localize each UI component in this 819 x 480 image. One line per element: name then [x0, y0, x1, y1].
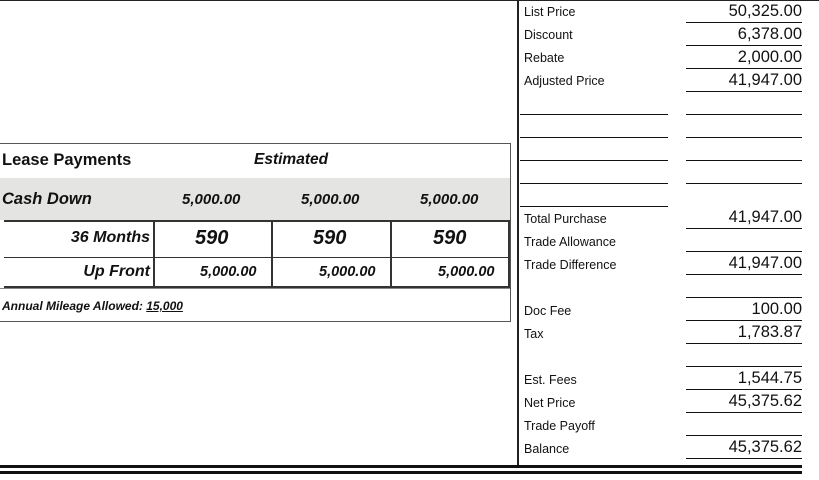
blank-line-right	[686, 297, 802, 298]
rebate-underline	[686, 68, 802, 69]
cash-down-value: 5,000.00	[182, 191, 241, 208]
net-price-value: 45,375.62	[728, 392, 802, 410]
rebate-value: 2,000.00	[737, 48, 802, 66]
trade-difference-underline	[686, 274, 802, 275]
up-front-value: 5,000.00	[319, 264, 376, 280]
balance-label: Balance	[524, 442, 570, 456]
est-fees-label: Est. Fees	[524, 373, 577, 387]
payment-grid-divider	[4, 257, 510, 258]
net-price-label: Net Price	[524, 396, 576, 410]
doc-fee-underline	[686, 320, 802, 321]
grid-column-divider	[390, 221, 392, 287]
adjusted-price-label: Adjusted Price	[524, 74, 605, 88]
blank-line-right	[686, 114, 802, 115]
net-price-underline	[686, 412, 802, 413]
monthly-payment: 590	[313, 227, 347, 249]
tax-value: 1,783.87	[737, 323, 802, 341]
doc-fee-label: Doc Fee	[524, 304, 572, 318]
mileage-label: Annual Mileage Allowed:	[2, 299, 143, 313]
term-label: 36 Months	[70, 229, 150, 246]
trade-payoff-underline	[686, 435, 802, 436]
blank-line-right	[686, 366, 802, 367]
balance-underline	[686, 458, 802, 459]
monthly-payment: 590	[195, 227, 229, 249]
trade-payoff-label: Trade Payoff	[524, 419, 595, 433]
trade-difference-label: Trade Difference	[524, 258, 617, 272]
pane-divider	[517, 0, 519, 465]
up-front-label: Up Front	[83, 263, 150, 280]
trade-difference-value: 41,947.00	[728, 254, 802, 272]
up-front-value: 5,000.00	[200, 264, 257, 280]
blank-line-left	[520, 160, 668, 161]
trade-allowance-underline	[686, 251, 802, 252]
est-fees-value: 1,544.75	[737, 369, 802, 387]
discount-value: 6,378.00	[737, 25, 802, 43]
bottom-rule	[0, 465, 802, 468]
top-border	[0, 0, 819, 1]
tax-underline	[686, 343, 802, 344]
list-price-underline	[686, 22, 802, 23]
annual-mileage	[2, 299, 183, 313]
mileage-value: 15,000	[146, 299, 183, 313]
blank-line-right	[686, 137, 802, 138]
total-purchase-underline	[686, 228, 802, 229]
mileage-separator	[0, 288, 510, 289]
estimated-label: Estimated	[254, 151, 329, 168]
blank-line-left	[520, 114, 668, 115]
lease-title: Lease Payments	[2, 151, 132, 169]
rebate-label: Rebate	[524, 51, 565, 65]
est-fees-underline	[686, 389, 802, 390]
list-price-label: List Price	[524, 5, 576, 19]
balance-value: 45,375.62	[728, 438, 802, 456]
blank-line-left	[520, 206, 668, 207]
adjusted-price-underline	[686, 91, 802, 92]
blank-line-left	[520, 183, 668, 184]
grid-column-divider	[153, 221, 155, 287]
total-purchase-value: 41,947.00	[728, 208, 802, 226]
trade-allowance-label: Trade Allowance	[524, 235, 616, 249]
blank-line-right	[686, 183, 802, 184]
doc-fee-value: 100.00	[751, 300, 802, 318]
total-purchase-label: Total Purchase	[524, 212, 607, 226]
tax-label: Tax	[524, 327, 544, 341]
blank-line-right	[686, 160, 802, 161]
grid-column-divider	[271, 221, 273, 287]
adjusted-price-value: 41,947.00	[728, 71, 802, 89]
discount-underline	[686, 45, 802, 46]
blank-line-left	[520, 137, 668, 138]
bottom-rule	[0, 471, 802, 474]
discount-label: Discount	[524, 28, 573, 42]
cash-down-value: 5,000.00	[420, 191, 479, 208]
cash-down-label: Cash Down	[2, 190, 92, 208]
monthly-payment: 590	[433, 227, 467, 249]
up-front-value: 5,000.00	[438, 264, 495, 280]
cash-down-value: 5,000.00	[301, 191, 360, 208]
list-price-value: 50,325.00	[728, 2, 802, 20]
